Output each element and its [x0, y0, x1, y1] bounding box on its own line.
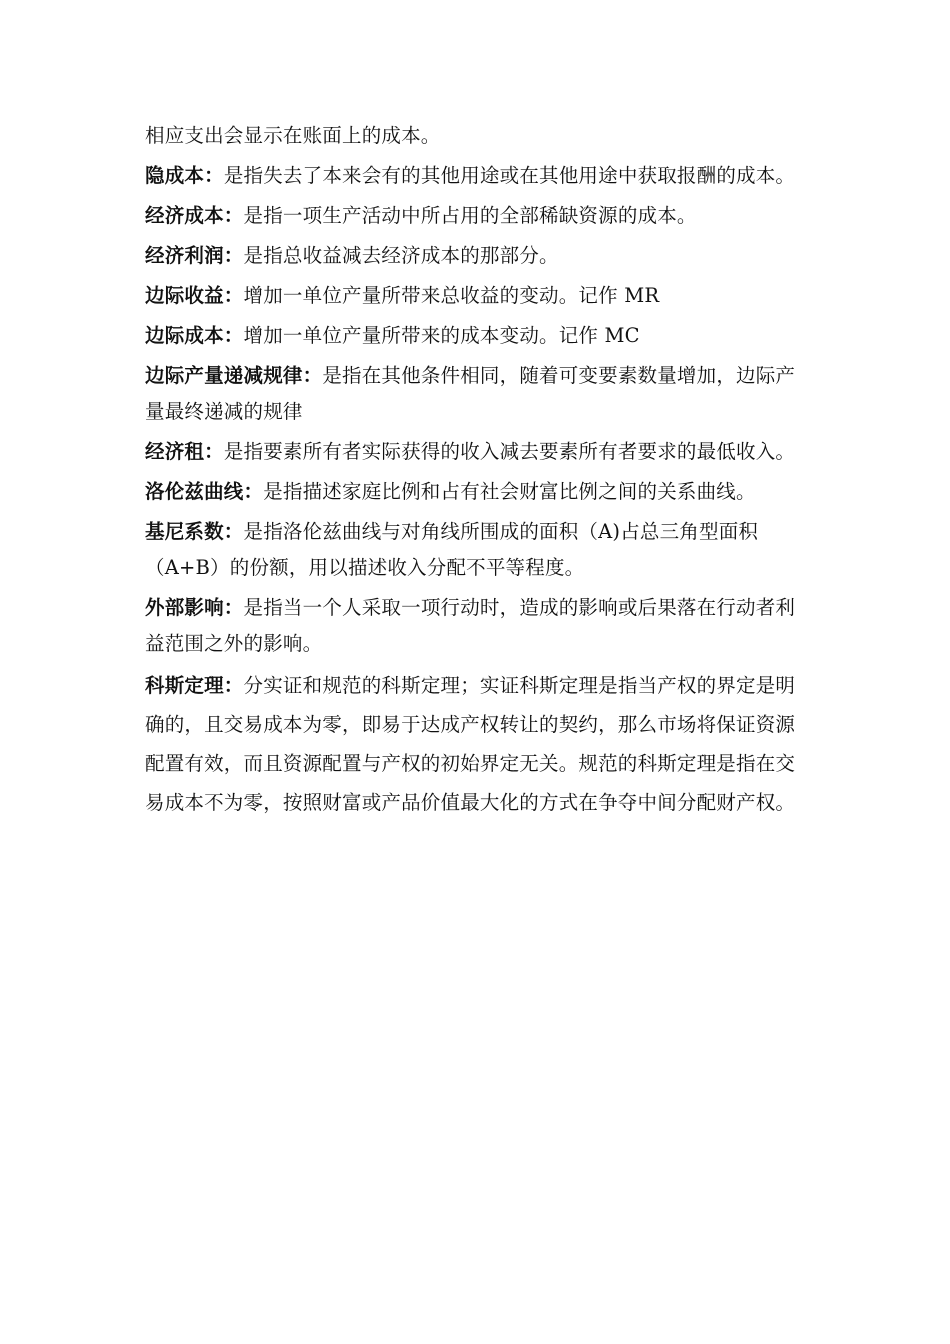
paragraph-economic-profit [145, 238, 805, 274]
paragraph-economic-rent [145, 434, 805, 470]
definition-text: 是指当一个人采取一项行动时，造成的影响或后果落在行动者利益范围之外的影响。 [145, 596, 796, 655]
definition-text: 是指失去了本来会有的其他用途或在其他用途中获取报酬的成本。 [223, 164, 796, 187]
document-body [145, 118, 805, 826]
definition-text: 是指总收益减去经济成本的那部分。 [243, 244, 559, 267]
definition-text: 增加一单位产量所带来总收益的变动。记作 MR [243, 284, 660, 307]
paragraph-lorenz-curve [145, 474, 805, 510]
definition-text: 是指在其他条件相同，随着可变要素数量增加，边际产量最终递减的规律 [145, 364, 796, 423]
paragraph-implicit-cost [145, 158, 805, 194]
paragraph-marginal-revenue [145, 278, 805, 314]
term-label: 基尼系数： [145, 520, 244, 543]
term-label: 边际成本： [145, 324, 244, 347]
paragraph-accounting-cost-tail [145, 118, 805, 154]
paragraph-gini-coefficient [145, 514, 805, 586]
definition-text: 是指要素所有者实际获得的收入减去要素所有者要求的最低收入。 [223, 440, 796, 463]
term-label: 经济利润： [145, 244, 244, 267]
definition-text: 分实证和规范的科斯定理；实证科斯定理是指当产权的界定是明确的，且交易成本为零，即易于达成产权转让的契约，那么市场将保证资源配置有效，而且资源配置与产权的初始界定无关。规范的科斯定理是指在交易成本不为零，按照财富或产品价值最大化的方式在争夺中间分配财产权。 [145, 674, 796, 814]
term-label: 科斯定理： [145, 674, 244, 697]
term-label: 经济租： [145, 440, 224, 463]
paragraph-diminishing-marginal-product [145, 358, 805, 430]
paragraph-coase-theorem [145, 666, 805, 822]
paragraph-economic-cost [145, 198, 805, 234]
paragraph-marginal-cost [145, 318, 805, 354]
term-label: 洛伦兹曲线： [145, 480, 264, 503]
term-label: 边际收益： [145, 284, 244, 307]
definition-text: 是指洛伦兹曲线与对角线所围成的面积（A)占总三角型面积（A+B）的份额，用以描述收入分配不平等程度。 [145, 520, 759, 579]
term-label: 隐成本： [145, 164, 224, 187]
definition-text: 是指描述家庭比例和占有社会财富比例之间的关系曲线。 [263, 480, 756, 503]
term-label: 边际产量递减规律： [145, 364, 323, 387]
term-label: 外部影响： [145, 596, 244, 619]
definition-text: 相应支出会显示在账面上的成本。 [145, 124, 441, 147]
definition-text: 是指一项生产活动中所占用的全部稀缺资源的成本。 [243, 204, 697, 227]
paragraph-externality [145, 590, 805, 662]
term-label: 经济成本： [145, 204, 244, 227]
definition-text: 增加一单位产量所带来的成本变动。记作 MC [243, 324, 640, 347]
